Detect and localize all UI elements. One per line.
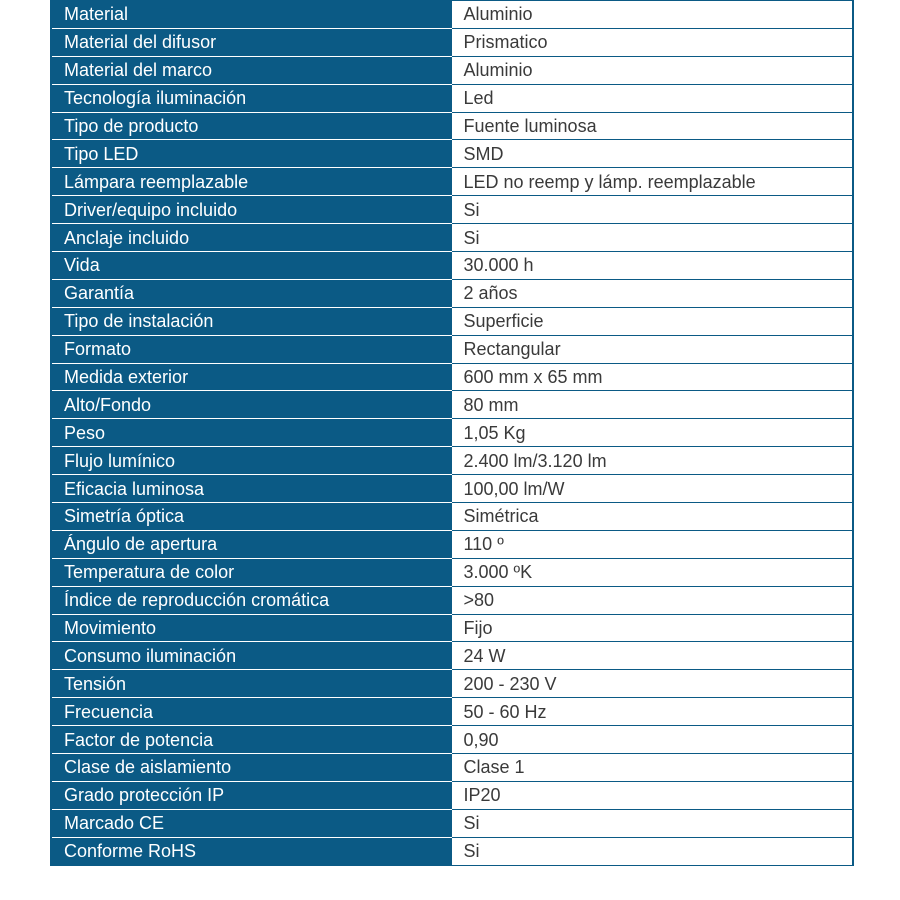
spec-value: 30.000 h — [451, 252, 853, 280]
spec-value: SMD — [451, 140, 853, 168]
spec-label: Marcado CE — [51, 809, 451, 837]
spec-label: Grado protección IP — [51, 781, 451, 809]
spec-label: Anclaje incluido — [51, 224, 451, 252]
spec-value: Fijo — [451, 614, 853, 642]
table-row — [51, 1, 853, 29]
table-row — [51, 558, 853, 586]
spec-label: Lámpara reemplazable — [51, 168, 451, 196]
table-row — [51, 781, 853, 809]
table-row — [51, 698, 853, 726]
table-row — [51, 363, 853, 391]
spec-value: >80 — [451, 586, 853, 614]
spec-label: Temperatura de color — [51, 558, 451, 586]
spec-value: 80 mm — [451, 391, 853, 419]
table-row — [51, 503, 853, 531]
table-row — [51, 335, 853, 363]
spec-value: IP20 — [451, 781, 853, 809]
spec-value: 2.400 lm/3.120 lm — [451, 447, 853, 475]
spec-label: Clase de aislamiento — [51, 754, 451, 782]
spec-value: LED no reemp y lámp. reemplazable — [451, 168, 853, 196]
spec-label: Medida exterior — [51, 363, 451, 391]
table-row — [51, 224, 853, 252]
spec-label: Tipo de instalación — [51, 307, 451, 335]
spec-value: 1,05 Kg — [451, 419, 853, 447]
spec-label: Consumo iluminación — [51, 642, 451, 670]
spec-label: Alto/Fondo — [51, 391, 451, 419]
spec-label: Simetría óptica — [51, 503, 451, 531]
spec-table-body — [51, 1, 853, 866]
spec-value: Si — [451, 837, 853, 865]
spec-label: Peso — [51, 419, 451, 447]
table-row — [51, 670, 853, 698]
spec-label: Movimiento — [51, 614, 451, 642]
spec-label: Conforme RoHS — [51, 837, 451, 865]
spec-value: Superficie — [451, 307, 853, 335]
table-row — [51, 28, 853, 56]
spec-label: Índice de reproducción cromática — [51, 586, 451, 614]
spec-table — [50, 0, 854, 866]
spec-value: Fuente luminosa — [451, 112, 853, 140]
spec-label: Vida — [51, 252, 451, 280]
table-row — [51, 196, 853, 224]
spec-value: Aluminio — [451, 56, 853, 84]
spec-value: 3.000 ºK — [451, 558, 853, 586]
spec-label: Factor de potencia — [51, 726, 451, 754]
spec-value: 600 mm x 65 mm — [451, 363, 853, 391]
table-row — [51, 56, 853, 84]
table-row — [51, 642, 853, 670]
spec-value: Si — [451, 224, 853, 252]
spec-label: Driver/equipo incluido — [51, 196, 451, 224]
spec-value: Si — [451, 809, 853, 837]
spec-label: Tipo LED — [51, 140, 451, 168]
spec-label: Garantía — [51, 279, 451, 307]
table-row — [51, 447, 853, 475]
spec-label: Ángulo de apertura — [51, 530, 451, 558]
spec-value: 0,90 — [451, 726, 853, 754]
table-row — [51, 168, 853, 196]
table-row — [51, 140, 853, 168]
table-row — [51, 419, 853, 447]
table-row — [51, 754, 853, 782]
table-row — [51, 586, 853, 614]
spec-value: Aluminio — [451, 1, 853, 29]
spec-label: Tensión — [51, 670, 451, 698]
spec-value: 100,00 lm/W — [451, 475, 853, 503]
spec-value: Rectangular — [451, 335, 853, 363]
spec-label: Tipo de producto — [51, 112, 451, 140]
spec-label: Frecuencia — [51, 698, 451, 726]
table-row — [51, 252, 853, 280]
spec-value: 2 años — [451, 279, 853, 307]
spec-value: Prismatico — [451, 28, 853, 56]
table-row — [51, 279, 853, 307]
spec-label: Tecnología iluminación — [51, 84, 451, 112]
spec-value: Si — [451, 196, 853, 224]
table-row — [51, 112, 853, 140]
table-row — [51, 837, 853, 865]
spec-value: 24 W — [451, 642, 853, 670]
spec-label: Flujo lumínico — [51, 447, 451, 475]
table-row — [51, 391, 853, 419]
table-row — [51, 307, 853, 335]
spec-value: Led — [451, 84, 853, 112]
table-row — [51, 809, 853, 837]
spec-label: Formato — [51, 335, 451, 363]
table-row — [51, 475, 853, 503]
table-row — [51, 530, 853, 558]
spec-label: Material del difusor — [51, 28, 451, 56]
spec-label: Material del marco — [51, 56, 451, 84]
spec-value: Simétrica — [451, 503, 853, 531]
spec-value: 50 - 60 Hz — [451, 698, 853, 726]
spec-value: Clase 1 — [451, 754, 853, 782]
spec-value: 200 - 230 V — [451, 670, 853, 698]
spec-label: Material — [51, 1, 451, 29]
spec-value: 110 º — [451, 530, 853, 558]
table-row — [51, 614, 853, 642]
table-row — [51, 726, 853, 754]
table-row — [51, 84, 853, 112]
spec-label: Eficacia luminosa — [51, 475, 451, 503]
